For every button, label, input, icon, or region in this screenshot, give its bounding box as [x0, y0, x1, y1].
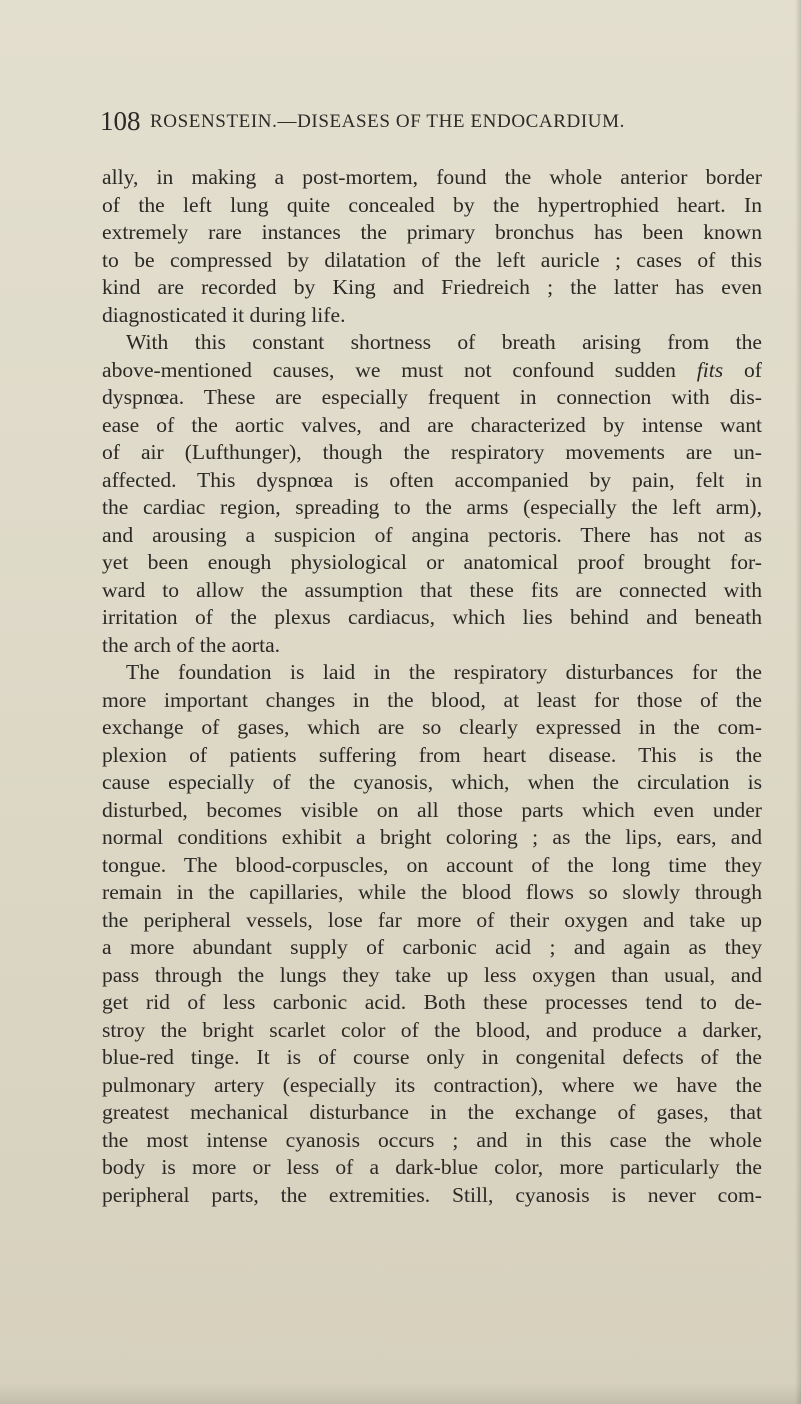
running-head: ROSENSTEIN.—DISEASES OF THE ENDOCARDIUM. — [150, 111, 625, 132]
page-header — [100, 104, 760, 138]
text-line: to be compressed by dilatation of the left auricle ; cases of this — [102, 247, 762, 272]
text-segment: of — [744, 357, 762, 382]
text-line: body is more or less of a dark-blue color, more particularly the — [102, 1155, 762, 1179]
text-line: ally, in making a post-mortem, found the whole anterior border — [102, 165, 762, 189]
text-line: The foundation is laid in the respiratory disturbances for the — [126, 660, 762, 684]
text-line: exchange of gases, which are so clearly expressed in the com- — [102, 715, 762, 739]
text-line: irritation of the plexus cardiacus, which lies behind and beneath — [102, 605, 762, 629]
text-line: blue-red tinge. It is of course only in congenital defects of the — [102, 1045, 762, 1069]
text-line: greatest mechanical disturbance in the exchange of gases, that — [102, 1100, 762, 1124]
text-line: get rid of less carbonic acid. Both these processes tend to de- — [102, 990, 762, 1014]
text-line: pulmonary artery (especially its contraction), where we have the — [102, 1072, 762, 1097]
text-line: of air (Lufthunger), though the respiratory movements are un- — [102, 440, 762, 464]
text-line: With this constant shortness of breath arising from the — [126, 330, 762, 354]
text-line: extremely rare instances the primary bronchus has been known — [102, 220, 762, 244]
page-bottom-shadow — [0, 1382, 801, 1404]
text-line: disturbed, becomes visible on all those parts which even under — [102, 797, 762, 822]
text-segment: above-mentioned causes, we must not confound sudden — [102, 357, 676, 382]
text-line: and arousing a suspicion of angina pectoris. There has not as — [102, 522, 762, 547]
text-line: pass through the lungs they take up less oxygen than usual, and — [102, 962, 762, 987]
text-line: plexion of patients suffering from heart disease. This is the — [102, 742, 762, 767]
text-line: diagnosticated it during life. — [102, 302, 346, 327]
text-line: tongue. The blood-corpuscles, on account of the long time they — [102, 852, 762, 877]
text-line: dyspnœa. These are especially frequent in connection with dis- — [102, 385, 762, 409]
text-line-with-italic — [102, 357, 762, 385]
text-line: ease of the aortic valves, and are characterized by intense want — [102, 412, 762, 437]
text-line: affected. This dyspnœa is often accompanied by pain, felt in — [102, 467, 762, 492]
text-line: peripheral parts, the extremities. Still, cyanosis is never com- — [102, 1182, 762, 1207]
text-line: normal conditions exhibit a bright coloring ; as the lips, ears, and — [102, 825, 762, 849]
text-line: the arch of the aorta. — [102, 632, 281, 657]
text-line: kind are recorded by King and Friedreich ; the latter has even — [102, 275, 762, 299]
text-line: the most intense cyanosis occurs ; and in this case the whole — [102, 1127, 762, 1152]
text-line: a more abundant supply of carbonic acid ; and again as they — [102, 935, 762, 959]
text-line: the peripheral vessels, lose far more of their oxygen and take up — [102, 907, 762, 932]
italic-word: fits — [696, 357, 724, 382]
text-line: ward to allow the assumption that these fits are connected with — [102, 577, 762, 602]
text-line: cause especially of the cyanosis, which, when the circulation is — [102, 770, 762, 794]
text-line: more important changes in the blood, at least for those of the — [102, 687, 762, 712]
text-line: yet been enough physiological or anatomical proof brought for- — [102, 550, 762, 574]
body-text — [102, 164, 762, 1209]
text-line: stroy the bright scarlet color of the blood, and produce a darker, — [102, 1017, 762, 1042]
text-line: the cardiac region, spreading to the arms (especially the left arm), — [102, 495, 762, 519]
page-edge-shadow — [795, 0, 801, 1404]
text-line: remain in the capillaries, while the blood flows so slowly through — [102, 880, 762, 904]
page-number: 108 — [100, 106, 141, 136]
text-line: of the left lung quite concealed by the hypertrophied heart. In — [102, 192, 762, 217]
